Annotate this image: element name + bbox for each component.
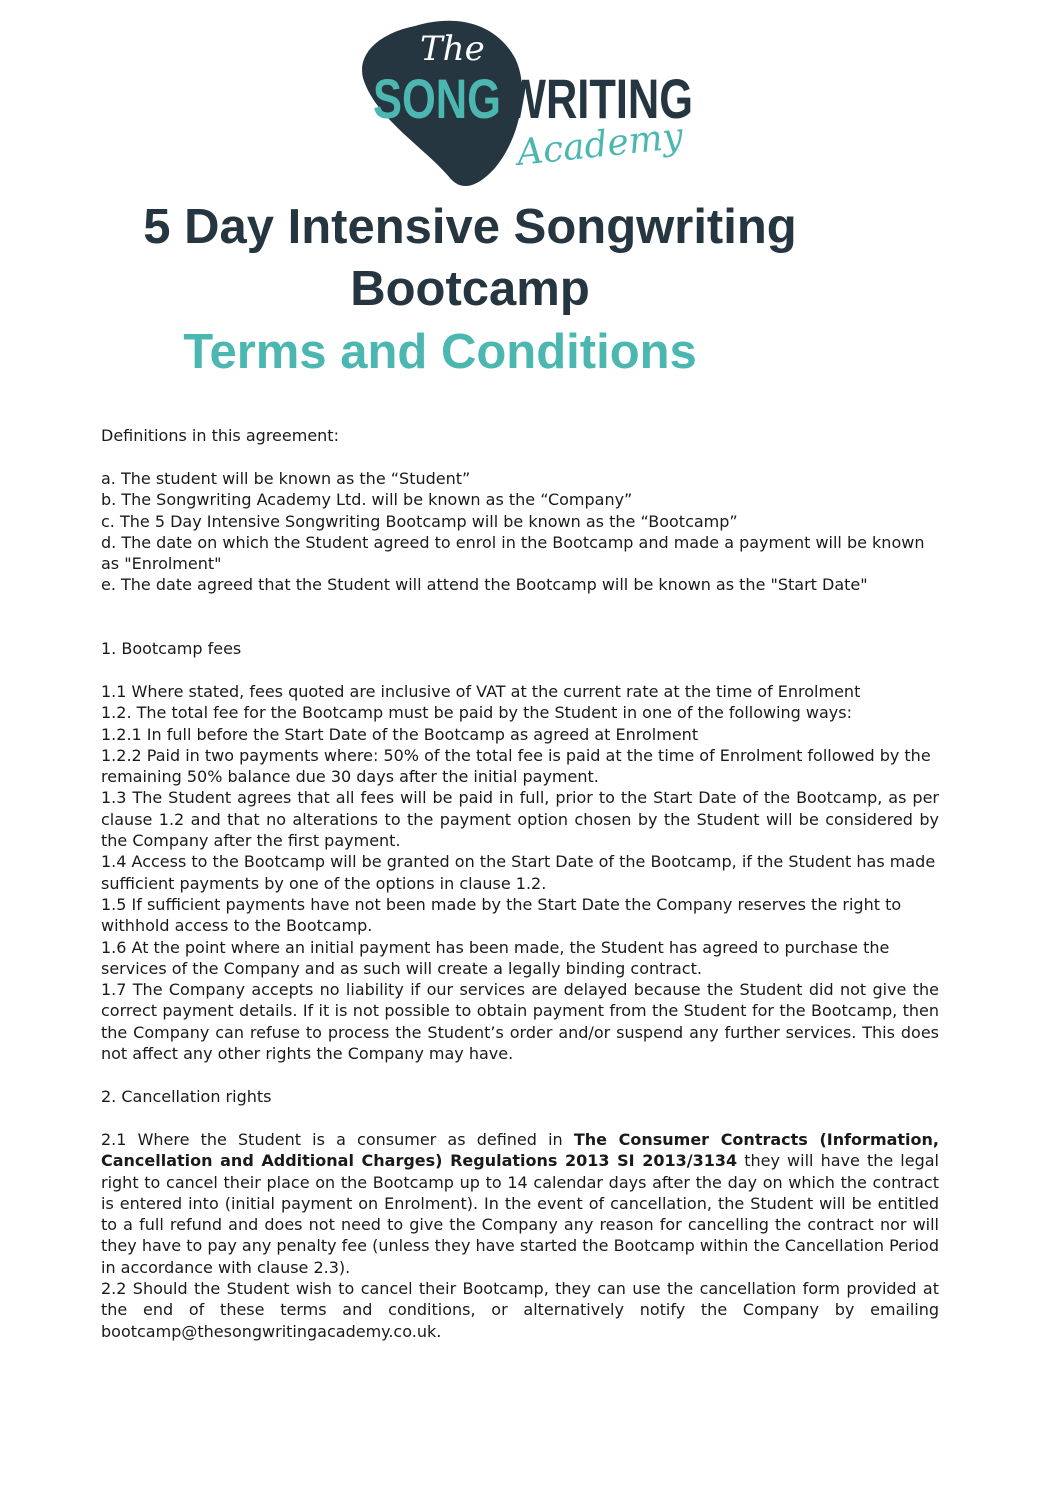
logo-academy: Academy [515,115,685,175]
clause-1-2-2: 1.2.2 Paid in two payments where: 50% of the total fee is paid at the time of Enrolment followed by the remaining 50% balance due 30 days after the initial payment. [101,745,931,787]
logo-the: The [420,29,485,69]
clause-1-4: 1.4 Access to the Bootcamp will be granted on the Start Date of the Bootcamp, if the Student has made sufficient payments by one of the options in clause 1.2. [101,852,936,893]
songwriting-academy-logo [355,18,700,190]
definitions-section [101,425,939,446]
section-2-heading: 2. Cancellation rights [101,1087,272,1106]
clause-1-2: 1.2. The total fee for the Bootcamp must be paid by the Student in one of the following ways: [101,703,852,723]
clause-1-2-1: 1.2.1 In full before the Start Date of the Bootcamp as agreed at Enrolment [101,724,699,744]
document-title-line-1: 5 Day Intensive Songwriting [143,200,797,254]
definition-item: d. The date on which the Student agreed to enrol in the Bootcamp and made a payment will be known as "Enrolment" [101,532,925,574]
clause-1-6: 1.6 At the point where an initial payment has been made, the Student has agreed to purchase the services of the Company and as such will create a legally binding contract. [101,937,890,978]
clause-2-1-intro: 2.1 Where the Student is a consumer as defined in [101,1130,574,1149]
clause-1-3: 1.3 The Student agrees that all fees will be paid in full, prior to the Start Date of the Bootcamp, as per clause 1.2 and that no alterations to the payment option chosen by the Student will be considered by the Company after the first payment. [101,788,939,851]
clause-1-1: 1.1 Where stated, fees quoted are inclusive of VAT at the current rate at the time of Enrolment [101,682,861,701]
section-1-heading-block [101,638,939,659]
logo-writing: WRITING [505,67,693,130]
document-subtitle: Terms and Conditions [183,325,697,379]
definitions-heading: Definitions in this agreement: [101,426,339,445]
document-title-line-2: Bootcamp [350,262,590,316]
definition-item: a. The student will be known as the “Student” [101,469,471,488]
definition-item: e. The date agreed that the Student will attend the Bootcamp will be known as the "Start Date" [101,575,868,595]
section-2-clauses [101,1129,939,1342]
section-1-heading: 1. Bootcamp fees [101,639,242,658]
clause-2-1-body: they will have the legal right to cancel their place on the Bootcamp up to 14 calendar days after the day on which the contract is entered into (initial payment on Enrolment). In the event of cancellation, the Student will be entitled to a full refund and does not need to give the Company any reason for cancelling the contract nor will they have to pay any penalty fee (unless they have started the Bootcamp within the Cancellation Period in accordance with clause 2.3). [101,1151,939,1277]
logo-song: SONG [373,67,501,130]
regulations-reference: The Consumer Contracts (Information, Cancellation and Additional Charges) Regulations 2013 SI 2013/3134 [101,1130,940,1171]
clause-1-7: 1.7 The Company accepts no liability if our services are delayed because the Student did not give the correct payment details. If it is not possible to obtain payment from the Student for the Bootcamp, then the Company can refuse to process the Student’s order and/or suspend any further services. This does not affect any other rights the Company may have. [101,980,939,1064]
section-1-clauses [101,681,939,1064]
definition-item: c. The 5 Day Intensive Songwriting Bootcamp will be known as the “Bootcamp” [101,511,738,531]
definition-item: b. The Songwriting Academy Ltd. will be known as the “Company” [101,490,633,510]
section-2-heading-block [101,1086,939,1107]
clause-2-1 [101,1129,939,1278]
clause-1-5: 1.5 If sufficient payments have not been made by the Start Date the Company reserves the right to withhold access to the Bootcamp. [101,894,902,936]
definitions-list [101,468,939,596]
clause-2-2: 2.2 Should the Student wish to cancel their Bootcamp, they can use the cancellation form provided at the end of these terms and conditions, or alternatively notify the Company by emailing bootcamp@thesongwritingacademy.co.uk. [101,1279,939,1341]
